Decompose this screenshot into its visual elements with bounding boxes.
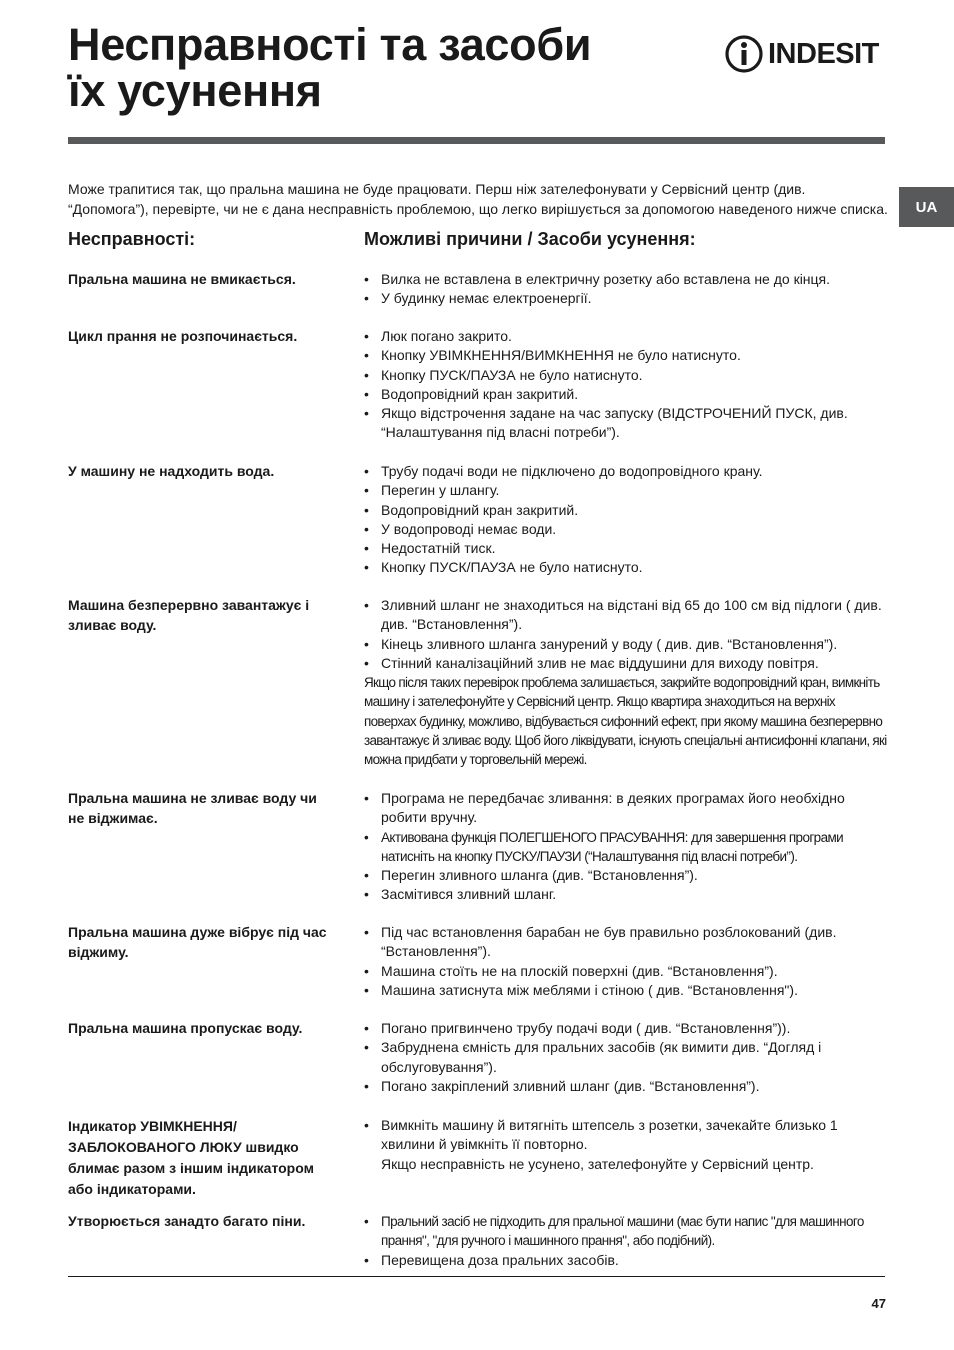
page-title-line-1: Несправності та засоби — [68, 19, 592, 70]
cause-item: • Пральний засіб не підходить для пральної машини (має бути напис "для машинного прання", "для ручного і машинного прання", або подібний). — [364, 1212, 888, 1251]
cause-note: Якщо несправність не усунено, зателефонуйте у Сервісний центр. — [381, 1155, 814, 1172]
brand-name: INDESIT — [768, 38, 879, 70]
cause-note — [364, 673, 888, 769]
cause-item: • Люк погано закрито. — [364, 327, 888, 346]
cause-item: • Програма не передбачає зливання: в деяких програмах його необхідно робити вручну. — [364, 789, 888, 828]
causes-list — [364, 1019, 888, 1096]
fault-label: Пральна машина пропускає воду. — [68, 1020, 303, 1036]
language-tab: UA — [899, 187, 954, 227]
cause-item: • Перегин зливного шланга (див. “Встановлення”). — [364, 866, 888, 885]
cause-item: • Машина затиснута між меблями і стіною ( див. “Встановлення"). — [364, 981, 888, 1000]
faults-heading: Несправності: — [68, 229, 196, 249]
title-divider — [68, 137, 885, 144]
cause-item: • Вимкніть машину й витягніть штепсель з розетки, зачекайте близько 1 хвилини й увімкніть її повторно. — [364, 1116, 888, 1155]
indesit-logo-icon — [724, 33, 764, 75]
fault-label: Утворюється занадто багато піни. — [68, 1213, 306, 1229]
cause-item: • Погано закріплений зливний шланг (див. “Встановлення”). — [364, 1077, 888, 1096]
footer-divider — [68, 1276, 885, 1277]
cause-item: • Активована функція ПОЛЕГШЕНОГО ПРАСУВАННЯ: для завершення програми натисніть на кнопку ПУСКУ/ПАУЗИ (“Налаштування під власні потреби”). — [364, 828, 888, 867]
cause-item: • Кнопку УВІМКНЕННЯ/ВИМКНЕННЯ не було натиснуто. — [364, 346, 888, 365]
causes-list — [364, 462, 888, 578]
cause-item: • Кінець зливного шланга занурений у воду ( див. див. “Встановлення”). — [364, 635, 888, 654]
causes-list — [364, 789, 888, 905]
cause-item: • Стінний каналізаційний злив не має віддушини для виходу повітря. — [364, 654, 888, 673]
cause-item: • Погано пригвинчено трубу подачі води ( див. “Встановлення”)). — [364, 1019, 888, 1038]
causes-heading: Можливі причини / Засоби усунення: — [364, 229, 696, 249]
intro-paragraph: Може трапитися так, що пральна машина не буде працювати. Перш ніж зателефонувати у Сервісний центр (див. “Допомога”), перевірте, чи не є дана несправність проблемою, що легко вирішується за допомогою наведеного нижче списка. — [68, 181, 888, 217]
causes-list — [364, 596, 888, 770]
cause-item: • Недостатній тиск. — [364, 539, 888, 558]
fault-label: У машину не надходить вода. — [68, 463, 275, 479]
cause-item: • Якщо відстрочення задане на час запуску (ВІДСТРОЧЕНИЙ ПУСК, див. “Налаштування під власні потреби”). — [364, 404, 888, 443]
causes-list — [364, 270, 888, 309]
causes-list — [364, 923, 888, 1000]
cause-item: • Машина стоїть не на плоскій поверхні (див. “Встановлення”). — [364, 962, 888, 981]
cause-item: • Перевищена доза пральних засобів. — [364, 1251, 888, 1270]
cause-note-text: Якщо після таких перевірок проблема залишається, закрийте водопровідний кран, вимкніть машину і зателефонуйте у Сервісний центр. Якщо квартира знаходиться на верхніх поверхах будинку, можливо, відбувається сифонний ефект, при якому машина безперервно завантажує й зливає воду. Щоб його ліквідувати, існують спеціальні антисифонні клапани, які можна придбати у торговельній мережі. — [364, 675, 887, 768]
cause-item: • Перегин у шлангу. — [364, 481, 888, 500]
page-title-line-2: їх усунення — [68, 65, 322, 116]
cause-item: • Кнопку ПУСК/ПАУЗА не було натиснуто. — [364, 366, 888, 385]
causes-list — [364, 327, 888, 443]
fault-label: Індикатор УВІМКНЕННЯ/ЗАБЛОКОВАНОГО ЛЮКУ швидко блимає разом з іншим індикатором або індикаторами. — [68, 1118, 314, 1197]
cause-item: • Водопровідний кран закритий. — [364, 385, 888, 404]
cause-item: • Засмітився зливний шланг. — [364, 885, 888, 904]
fault-label: Пральна машина дуже вібрує під час віджиму. — [68, 924, 327, 960]
fault-label: Пральна машина не зливає воду чи не віджимає. — [68, 790, 317, 826]
brand-logo — [724, 33, 879, 75]
cause-item: • У будинку немає електроенергії. — [364, 289, 888, 308]
cause-item: • Забруднена ємність для пральних засобів (як вимити див. “Догляд і обслуговування”). — [364, 1038, 888, 1077]
fault-label: Пральна машина не вмикається. — [68, 271, 296, 287]
cause-item: • Водопровідний кран закритий. — [364, 501, 888, 520]
cause-item: • Кнопку ПУСК/ПАУЗА не було натиснуто. — [364, 558, 888, 577]
page-number: 47 — [871, 1296, 886, 1311]
cause-item: • Зливний шланг не знаходиться на відстані від 65 до 100 см від підлоги ( див. див. “Встановлення”). — [364, 596, 888, 635]
fault-label: Цикл прання не розпочинається. — [68, 328, 298, 344]
causes-list — [364, 1212, 888, 1270]
cause-item: • Вилка не вставлена в електричну розетку або вставлена не до кінця. — [364, 270, 888, 289]
fault-label: Машина безперервно завантажує і зливає воду. — [68, 597, 310, 633]
cause-item: • У водопроводі немає води. — [364, 520, 888, 539]
cause-item: • Під час встановлення барабан не був правильно розблокований (див. “Встановлення”). — [364, 923, 888, 962]
cause-item: • Трубу подачі води не підключено до водопровідного крану. — [364, 462, 888, 481]
page-title — [68, 19, 592, 116]
causes-list — [364, 1116, 888, 1174]
